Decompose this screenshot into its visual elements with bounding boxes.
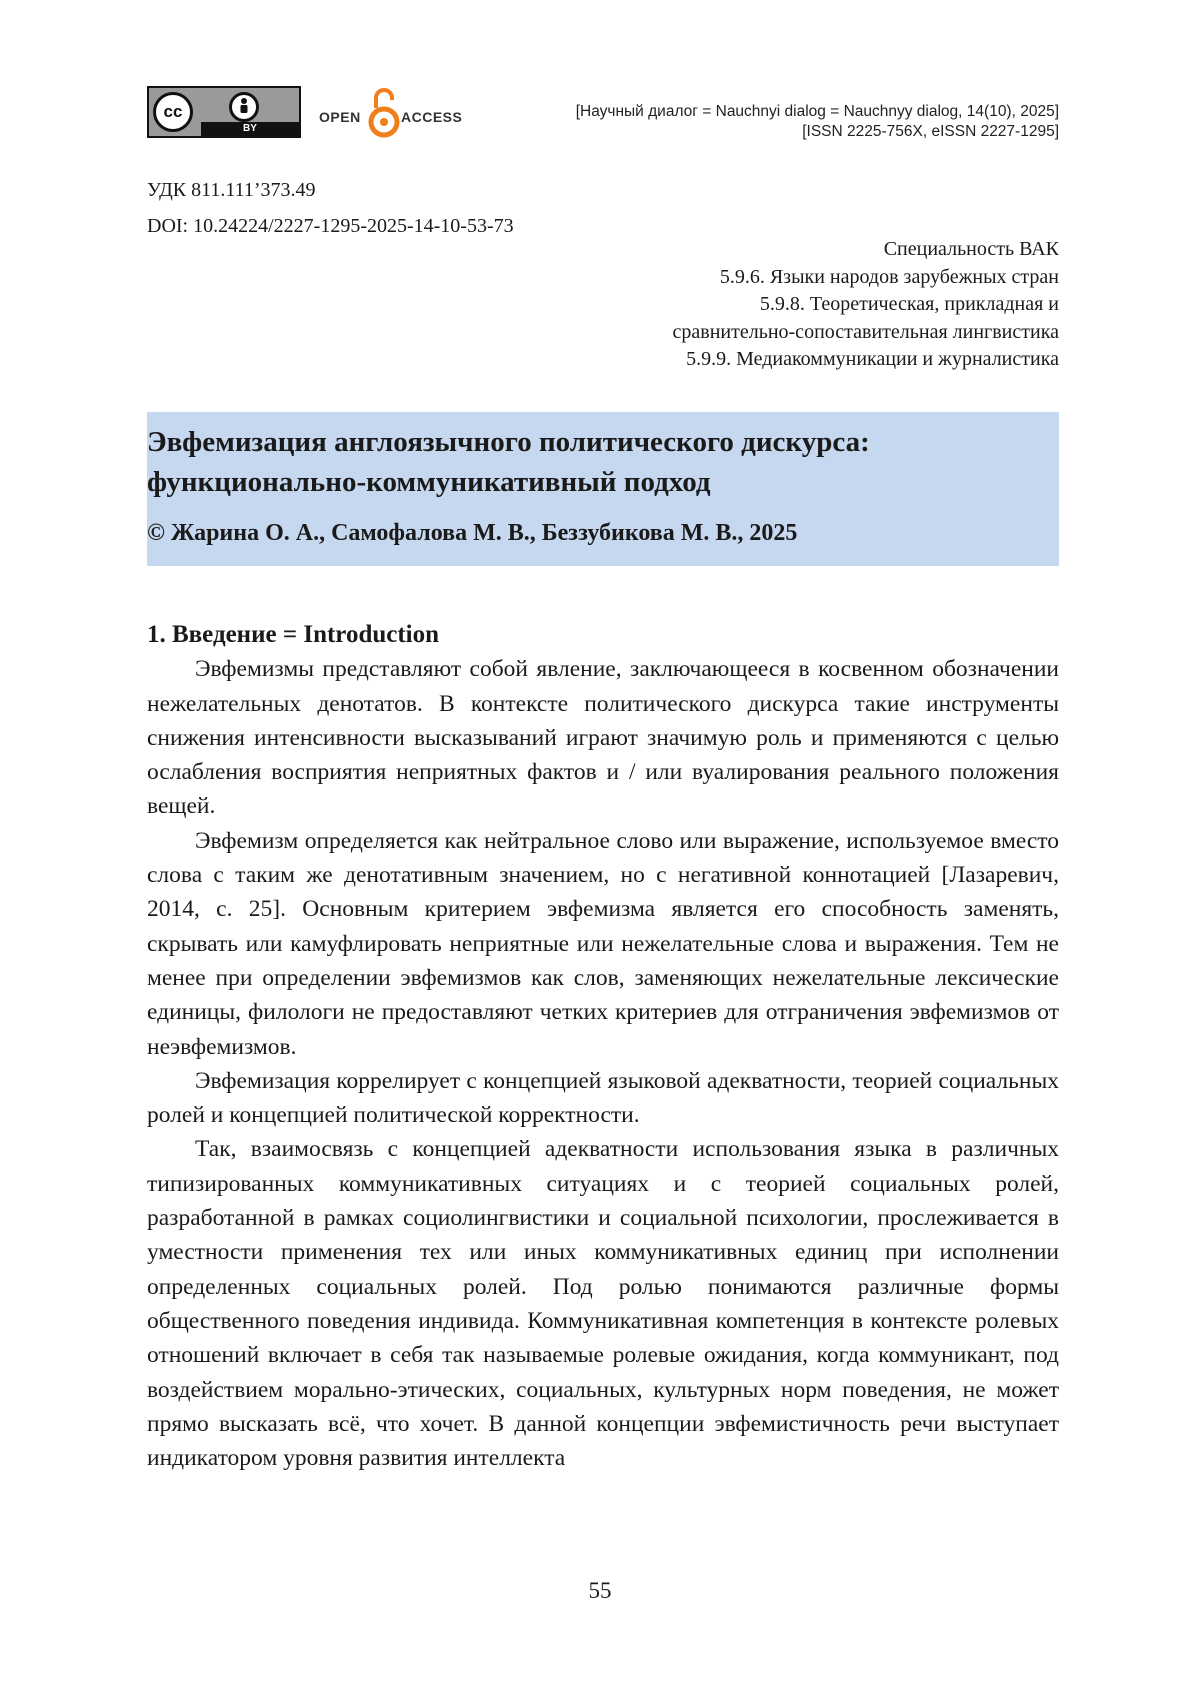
page-header	[147, 86, 1059, 142]
article-body	[147, 618, 1059, 1475]
specialty-heading: Специальность ВАК	[883, 238, 1059, 260]
creative-commons-icon: cc	[153, 92, 193, 132]
page-number: 55	[588, 1578, 612, 1603]
specialty-item: 5.9.9. Медиакоммуникации и журналистика	[686, 348, 1059, 370]
by-label: BY	[201, 122, 299, 136]
open-access-logo[interactable]	[319, 86, 469, 138]
title-block	[147, 412, 1059, 566]
body-paragraph: Так, взаимосвязь с концепцией адекватности использования языка в различных типизированных коммуникативных ситуациях и с теорией социальных ролей, разработанной в рамках социолингвистики и социальной психологии, прослеживается в уместности применения тех или иных коммуникативных единиц при исполнении определенных социальных ролей. Под ролью понимаются различные формы общественного поведения индивида. Коммуникативная компетенция в контексте ролевых отношений включает в себя так называемые ролевые ожидания, когда коммуникант, под воздействием морально-этических, социальных, культурных норм поведения, не может прямо высказать всё, что хочет. В данной концепции эвфемистичность речи выступает индикатором уровня развития интеллекта	[147, 1136, 1059, 1472]
journal-citation: [Научный диалог = Nauchnyi dialog = Nauchnyy dialog, 14(10), 2025]	[575, 103, 1059, 120]
udk-code: УДК 811.111’373.49	[147, 179, 316, 201]
cc-by-license-badge[interactable]	[147, 86, 301, 138]
article-metadata	[147, 172, 514, 244]
journal-issn: [ISSN 2225-756X, eISSN 2227-1295]	[802, 123, 1059, 140]
body-paragraph: Эвфемизм определяется как нейтральное слово или выражение, используемое вместо слова с таким же денотативным значением, но с негативной коннотацией [Лазаревич, 2014, с. 25]. Основным критерием эвфемизма является его способность заменять, скрывать или камуфлировать неприятные или нежелательные слова и выражения. Тем не менее при определении эвфемизмов как слов, заменяющих нежелательные лексические единицы, филологи не предоставляют четких критериев для отграничения эвфемизмов от неэвфемизмов.	[147, 827, 1059, 1060]
open-lock-icon	[367, 86, 401, 143]
article-title: Эвфемизация англоязычного политического дискурса: функционально-коммуникативный подход	[147, 426, 870, 498]
attribution-person-icon	[229, 92, 259, 122]
doi-link[interactable]: DOI: 10.24224/2227-1295-2025-14-10-53-73	[147, 215, 514, 237]
vak-specialty	[673, 236, 1060, 374]
body-paragraph: Эвфемизация коррелирует с концепцией языковой адекватности, теорией социальных ролей и концепцией политической корректности.	[147, 1067, 1059, 1129]
specialty-item: 5.9.6. Языки народов зарубежных стран	[719, 265, 1059, 288]
section-heading: 1. Введение = Introduction	[147, 621, 440, 648]
body-paragraph: Эвфемизмы представляют собой явление, заключающееся в косвенном обозначении нежелательных денотатов. В контексте политического дискурса такие инструменты снижения интенсивности высказываний играют значимую роль и применяются с целью ослабления восприятия неприятных фактов и / или вуалирования реального положения вещей.	[147, 656, 1059, 820]
specialty-item: сравнительно-сопоставительная лингвистика	[672, 320, 1059, 343]
access-label: ACCESS	[401, 109, 463, 125]
journal-reference	[576, 102, 1059, 142]
open-label: OPEN	[319, 109, 361, 125]
specialty-item: 5.9.8. Теоретическая, прикладная и	[759, 293, 1059, 315]
article-authors: © Жарина О. А., Самофалова М. В., Беззубикова М. В., 2025	[147, 520, 798, 546]
